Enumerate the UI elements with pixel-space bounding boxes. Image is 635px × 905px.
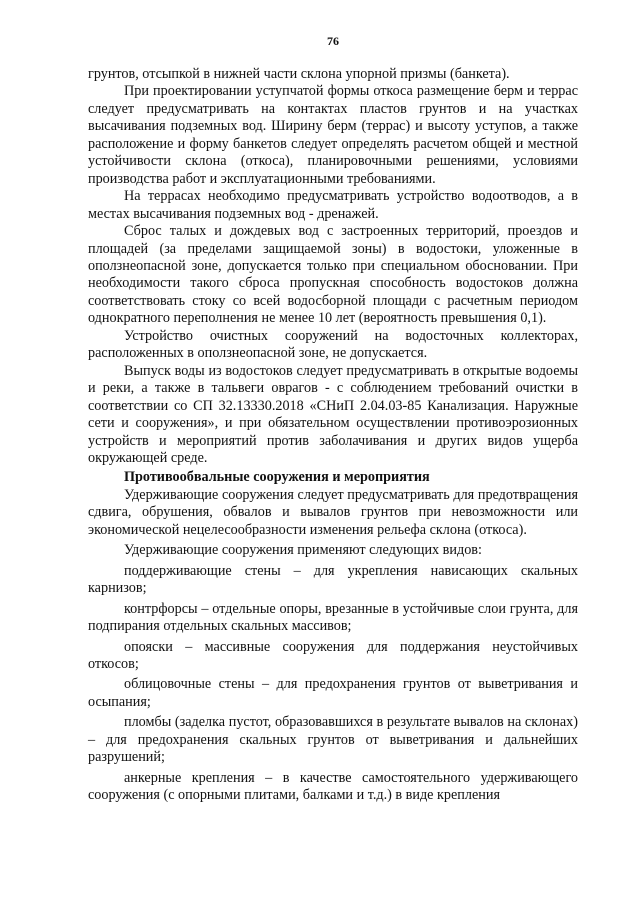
list-item: поддерживающие стены – для укрепления нависающих скальных карнизов; (88, 562, 578, 597)
list-item: опояски – массивные сооружения для поддержания неустойчивых откосов; (88, 638, 578, 672)
paragraph: Удерживающие сооружения применяют следующих видов: (124, 542, 482, 559)
paragraph: Выпуск воды из водостоков следует предусматривать в открытые водоемы и реки, а также в тальвеги оврагов - с соблюдением требований очистки в соответствии со СП 32.13330.2018 «СНиП 2.04.03-85 Канализация. Наружные сети и сооружения», и при обязательном осуществлении противоэрозионных устройств и мероприятий против заболачивания и других видов ущерба окружающей среде. (88, 362, 578, 466)
paragraph: Устройство очистных сооружений на водосточных коллекторах, расположенных в оползнеопасной зоне, не допускается. (88, 327, 578, 362)
paragraph: При проектировании уступчатой формы откоса размещение берм и террас следует предусматривать на контактах пластов грунтов и на участках высачивания подземных вод. Ширину берм (террас) и высоту уступов, а также расположение и форму банкетов следует определять расчетом общей и местной устойчивости склона (откоса), планировочными решениями, условиями производства работ и эксплуатационными требованиями. (88, 83, 578, 187)
page-number: 76 (327, 34, 339, 48)
list-item: облицовочные стены – для предохранения грунтов от выветривания и осыпания; (88, 676, 578, 710)
list-item: анкерные крепления – в качестве самостоятельного удерживающего сооружения (с опорными плитами, балками и т.д.) в виде крепления (88, 769, 578, 804)
paragraph: Сброс талых и дождевых вод с застроенных территорий, проездов и площадей (за пределами защищаемой зоны) в водостоки, уложенные в оползнеопасной зоне, допускается только при специальном обосновании. При необходимости такого сброса пропускная способность водостоков должна соответствовать стоку со всей водосборной площади с расчетным периодом однократного переполнения не менее 10 лет (вероятность превышения 0,1). (88, 223, 578, 327)
list-item: контрфорсы – отдельные опоры, врезанные в устойчивые слои грунта, для подпирания отдельных скальных массивов; (88, 600, 578, 635)
list-item: пломбы (заделка пустот, образовавшихся в результате вывалов на склонах) – для предохранения скальных грунтов от выветривания и дальнейших разрушений; (88, 714, 578, 766)
paragraph: На террасах необходимо предусматривать устройство водоотводов, а в местах высачивания подземных вод - дренажей. (88, 188, 578, 222)
paragraph: Удерживающие сооружения следует предусматривать для предотвращения сдвига, обрушения, обвалов и вывалов грунтов при невозможности или экономической нецелесообразности изменения рельефа склона (откоса). (88, 486, 578, 538)
paragraph: грунтов, отсыпкой в нижней части склона упорной призмы (банкета). (88, 66, 510, 82)
document-page (88, 34, 578, 805)
section-heading: Противообвальные сооружения и мероприятия (124, 469, 430, 486)
